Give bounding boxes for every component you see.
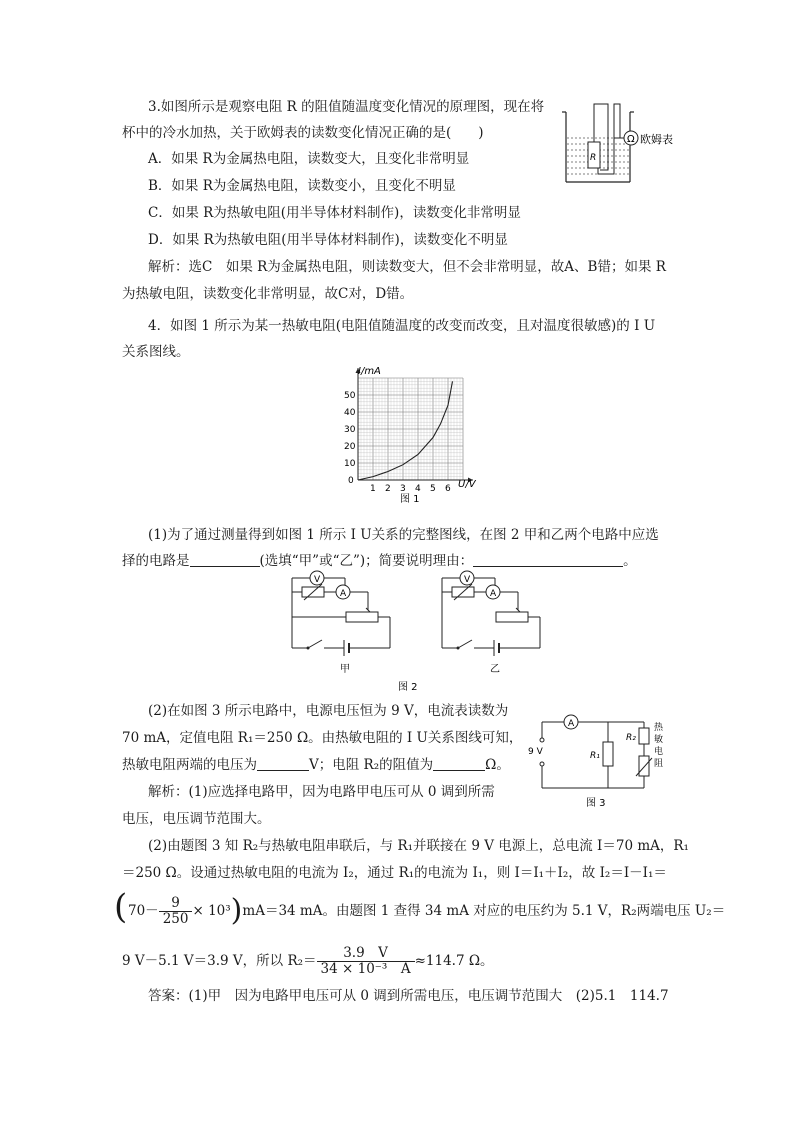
q4-solution-line5: 70－ $\frac{9}{250}$ × 10³)mA＝34 mA。由题图 1 查得 34 mA 对应的电压约为 5.1 V，R₂两端电压 U₂＝	[128, 893, 726, 928]
fig-r-label: R	[590, 153, 597, 163]
chart-series-curve	[358, 381, 453, 480]
chart-y-tick: 40	[344, 408, 356, 418]
iu-chart	[330, 362, 490, 504]
q4-solution-line6: 9 V－5.1 V＝3.9 V，所以 R₂＝ $\frac{3.9 V}{\text{34 × 10⁻³ A}}$ ≈114.7 Ω。	[122, 945, 494, 977]
q4-solution-line1: 解析：(1)应选择电路甲，因为电路甲电压可从 0 调到所需	[148, 784, 495, 800]
q3-stem-line2: 杯中的冷水加热，关于欧姆表的读数变化情况正确的是( )	[122, 125, 484, 141]
q4-part2-line3: 热敏电阻两端的电压为 V；电阻 R₂的阻值为 Ω。	[122, 757, 510, 773]
fig3-circuit	[524, 708, 674, 810]
chart-y-tick: 10	[344, 459, 356, 469]
q3-stem-line1: 3.如图所示是观察电阻 R 的阻值随温度变化情况的原理图，现在将	[148, 99, 545, 115]
chart-x-tick: 2	[385, 484, 391, 494]
q3-option-c: C．如果 R为热敏电阻(用半导体材料制作)，读数变化非常明显	[148, 205, 521, 221]
ohm-meter-label: 欧姆表	[640, 133, 673, 146]
svg-text:V: V	[314, 575, 321, 585]
answer-blank-circuit[interactable]	[190, 552, 260, 567]
fig3-r1: R₁	[590, 751, 600, 761]
fig3-caption: 图 3	[586, 798, 606, 809]
svg-text:A: A	[340, 589, 347, 599]
q3-option-d: D．如果 R为热敏电阻(用半导体材料制作)，读数变化不明显	[148, 232, 508, 248]
chart-y-tick: 30	[344, 425, 356, 435]
answer-blank-voltage[interactable]	[257, 756, 309, 771]
svg-text:敏: 敏	[654, 735, 664, 745]
fig3-r2: R₂	[626, 733, 636, 743]
q3-analysis-line1: 解析：选C 如果 R为金属热电阻，则读数变大，但不会非常明显，故A、B错；如果 R	[148, 259, 666, 275]
q3-analysis-line2: 为热敏电阻，读数变化非常明显，故C对，D错。	[122, 286, 414, 302]
q4-part2-line2: 70 mA，定值电阻 R₁＝250 Ω。由热敏电阻的 I U关系图线可知，	[122, 730, 523, 746]
q4-stem-line1: 4．如图 1 所示为某一热敏电阻(电阻值随温度的改变而改变，且对温度很敏感)的 I U	[148, 318, 656, 334]
fig2-circuits	[280, 568, 550, 694]
chart-xlabel: U/V	[458, 479, 476, 490]
q4-solution-line4: ＝250 Ω。设通过热敏电阻的电流为 I₂，通过 R₁的电流为 I₁，则 I＝I₁＋I₂，故 I₂＝I－I₁＝	[122, 865, 667, 881]
q4-part2-line1: (2)在如图 3 所示电路中，电源电压恒为 9 V，电流表读数为	[148, 703, 509, 719]
beaker-figure	[560, 100, 680, 188]
chart-x-tick: 6	[445, 484, 451, 494]
answer-blank-reason[interactable]	[473, 552, 623, 567]
chart-x-tick: 1	[370, 484, 376, 494]
q3-option-a: A．如果 R为金属热电阻，读数变大，且变化非常明显	[148, 151, 470, 167]
paren-open: (	[114, 887, 128, 927]
chart-x-tick: 5	[430, 484, 436, 494]
chart-x-tick: 4	[415, 484, 421, 494]
svg-text:A: A	[568, 719, 575, 729]
svg-text:V: V	[464, 575, 471, 585]
fig1-caption: 图 1	[400, 494, 420, 504]
chart-x-tick: 3	[400, 484, 406, 494]
ohm-symbol: Ω	[627, 134, 635, 145]
chart-origin: 0	[348, 476, 354, 486]
chart-y-tick: 50	[344, 391, 356, 401]
label-jia: 甲	[340, 664, 350, 675]
svg-text:热: 热	[654, 723, 664, 733]
chart-ylabel: I/mA	[358, 366, 381, 377]
q3-option-b: B．如果 R为金属热电阻，读数变小，且变化不明显	[148, 178, 456, 194]
answer-blank-r2[interactable]	[433, 756, 485, 771]
chart-y-tick: 20	[344, 442, 356, 452]
q4-solution-line2: 电压，电压调节范围大。	[122, 811, 271, 827]
fig2-caption: 图 2	[398, 682, 418, 693]
q4-part1-line2: 择的电路是 (选填“甲”或“乙”)；简要说明理由： 。	[122, 553, 637, 569]
svg-text:电: 电	[654, 747, 664, 757]
q4-part1-line1: (1)为了通过测量得到如图 1 所示 I U关系的完整图线，在图 2 甲和乙两个电路中应选	[148, 527, 659, 543]
svg-text:A: A	[490, 589, 497, 599]
q4-answer: 答案：(1)甲 因为电路甲电压可从 0 调到所需电压，电压调节范围大 (2)5.1 114.7	[148, 988, 669, 1004]
circuit-jia	[292, 571, 390, 675]
fig3-voltage: 9 V	[528, 747, 543, 757]
label-yi: 乙	[490, 664, 500, 675]
q4-stem-line2: 关系图线。	[122, 344, 190, 360]
circuit-yi	[442, 571, 540, 675]
svg-text:阻: 阻	[654, 759, 664, 769]
q4-solution-line3: (2)由题图 3 知 R₂与热敏电阻串联后，与 R₁并联接在 9 V 电源上，总电流 I＝70 mA，R₁	[148, 838, 689, 854]
